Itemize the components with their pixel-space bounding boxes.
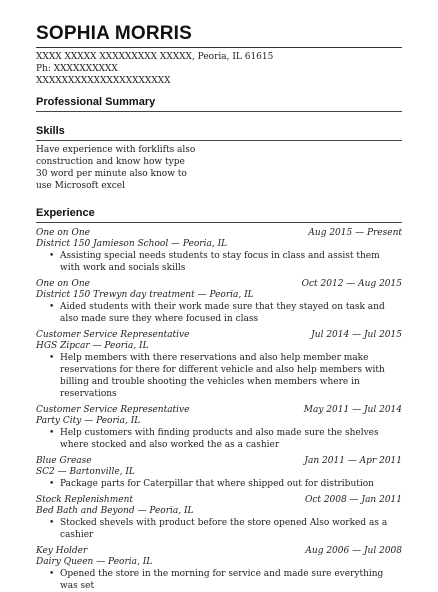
contact-block [36,51,402,87]
job-dates: Jul 2014 — Jul 2015 [311,330,402,340]
resume-page [36,24,402,592]
bullet-icon: • [49,353,55,363]
contact-email: XXXXXXXXXXXXXXXXXXXXX [36,76,171,86]
job-dates: May 2011 — Jul 2014 [303,405,402,415]
job-title: Customer Service Representative [36,330,190,340]
job-entry [36,279,402,325]
job-bullet [36,478,402,490]
job-entry [36,228,402,274]
job-bullet [36,427,402,451]
job-title: Customer Service Representative [36,405,190,415]
bullet-icon: • [49,569,55,579]
job-employer: Party City — Peoria, IL [36,416,141,426]
job-employer: HGS Zipcar — Peoria, IL [36,341,149,351]
bullet-text: Package parts for Caterpillar that where shipped out for distribution [60,479,374,489]
bullet-text: Aided students with their work made sure that they stayed on task and also made sure they where focused in class [60,302,385,324]
bullet-icon: • [49,251,55,261]
job-header [36,495,402,506]
job-dates: Jan 2011 — Apr 2011 [304,456,402,466]
job-title: Stock Replenishment [36,495,133,505]
summary-divider [36,111,402,112]
bullet-text: Help members with there reservations and also help member make reservations for there for different vehicle and also help members with billing and trouble shooting the vehicles when members where in reservations [60,353,385,399]
bullet-icon: • [49,479,55,489]
job-entry [36,405,402,451]
job-bullet [36,517,402,541]
job-dates: Oct 2008 — Jan 2011 [304,495,402,505]
job-entry [36,330,402,400]
job-title: One on One [36,228,90,238]
bullet-icon: • [49,518,55,528]
job-employer: District 150 Jamieson School — Peoria, IL [36,239,228,249]
job-bullet [36,568,402,592]
job-entry [36,546,402,592]
contact-address: XXXX XXXXX XXXXXXXXX XXXXX, Peoria, IL 61615 [36,52,274,62]
skills-divider [36,140,402,141]
job-title: One on One [36,279,90,289]
bullet-text: Assisting special needs students to stay focus in class and assist them with work and socials skills [60,251,380,273]
job-header [36,330,402,341]
bullet-text: Help customers with finding products and also made sure the shelves where stocked and also worked the as a cashier [60,428,379,450]
job-bullet [36,250,402,274]
experience-list [36,228,402,592]
experience-heading: Experience [36,207,95,219]
job-dates: Aug 2006 — Jul 2008 [305,546,402,556]
job-header [36,456,402,467]
bullet-icon: • [49,302,55,312]
name-divider [36,47,402,48]
bullet-text: Stocked shevels with product before the store opened Also worked as a cashier [60,518,388,540]
job-title: Key Holder [36,546,88,556]
job-header [36,279,402,290]
job-header [36,405,402,416]
contact-phone: Ph: XXXXXXXXXX [36,64,118,74]
job-employer: SC2 — Bartonville, IL [36,467,135,477]
skills-heading: Skills [36,125,65,137]
experience-divider [36,222,402,223]
job-entry [36,495,402,541]
candidate-name: SOPHIA MORRIS [36,23,193,44]
job-employer: Dairy Queen — Peoria, IL [36,557,153,567]
summary-heading: Professional Summary [36,96,156,108]
skills-text: Have experience with forklifts also construction and know how type 30 word per minute also know to use Microsoft excel [36,145,196,191]
job-entry [36,456,402,490]
job-dates: Oct 2012 — Aug 2015 [301,279,402,289]
job-header [36,546,402,557]
job-title: Blue Grease [36,456,92,466]
job-employer: District 150 Trewyn day treatment — Peoria, IL [36,290,254,300]
job-bullet [36,301,402,325]
bullet-icon: • [49,428,55,438]
bullet-text: Opened the store in the morning for service and made sure everything was set [60,569,384,591]
job-employer: Bed Bath and Beyond — Peoria, IL [36,506,194,516]
job-dates: Aug 2015 — Present [308,228,402,238]
job-bullet [36,352,402,400]
job-header [36,228,402,239]
